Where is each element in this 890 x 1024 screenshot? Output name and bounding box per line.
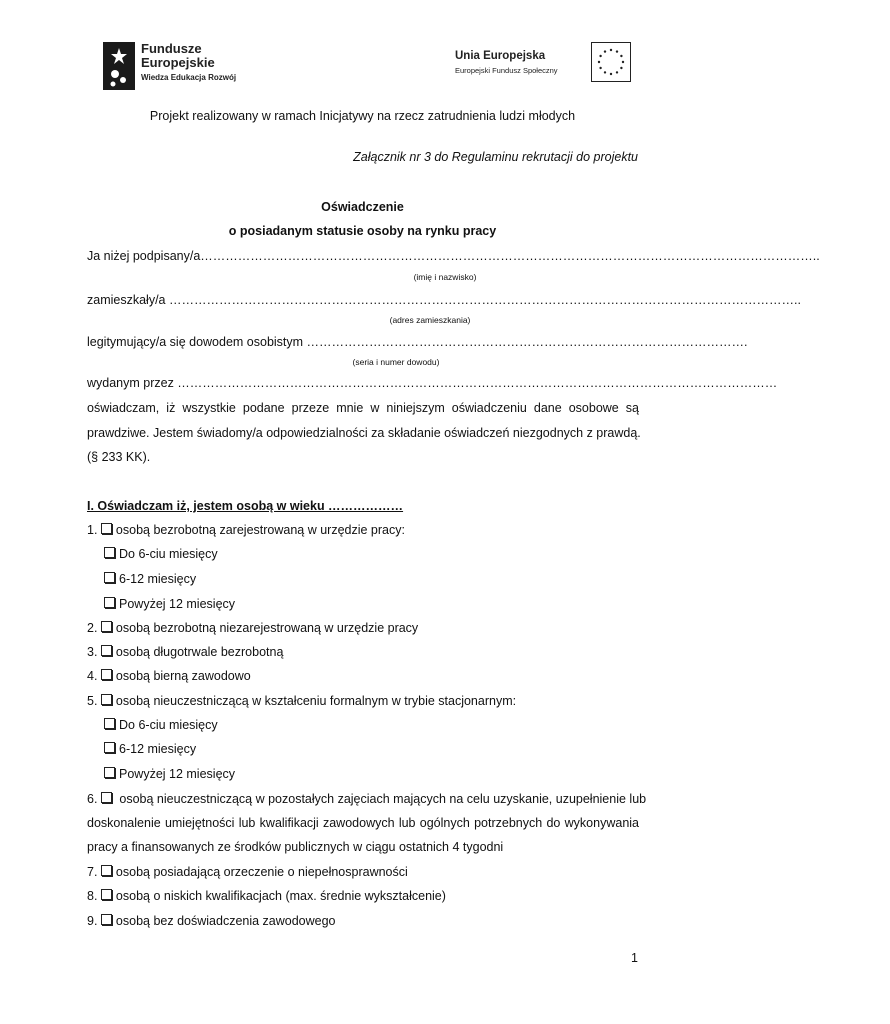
fe-logo-line2: Europejskie (141, 55, 215, 70)
list-item-6 (87, 791, 647, 807)
list-item-4 (87, 668, 251, 684)
item-6-line-3: pracy a finansowanych ze środków publicznych w ciągu ostatnich 4 tygodni (87, 840, 504, 854)
eu-logo (455, 42, 631, 84)
list-item-3 (87, 644, 283, 660)
eu-logo-line2: Europejski Fundusz Społeczny (455, 66, 558, 75)
issued-by-field[interactable]: wydanym przez ……………………………………………………………………………………………………………………………… (87, 376, 778, 390)
item-8-number: 8. (87, 889, 98, 903)
fe-star-icon (103, 42, 135, 90)
id-hint: (seria i numer dowodu) (352, 357, 440, 367)
checkbox-item-4[interactable] (101, 669, 112, 680)
item-2-number: 2. (87, 621, 98, 635)
annex-label: Załącznik nr 3 do Regulaminu rekrutacji do projektu (353, 150, 638, 164)
checkbox-item-6[interactable] (101, 792, 112, 803)
checkbox-item-1[interactable] (101, 523, 112, 534)
item-3-text: osobą długotrwale bezrobotną (115, 645, 284, 659)
item-1a-text: Do 6-ciu miesięcy (119, 547, 218, 561)
item-5-number: 5. (87, 694, 98, 708)
checkbox-item-5c[interactable] (104, 767, 115, 778)
declaration-line-2: prawdziwe. Jestem świadomy/a odpowiedzialności za składanie oświadczeń niezgodnych z prawdą. (87, 426, 641, 440)
name-field[interactable]: Ja niżej podpisany/a………………………………………………………………………………………………………………………………….. (87, 249, 820, 263)
list-item-1c (104, 596, 235, 612)
list-item-8 (87, 888, 446, 904)
checkbox-item-5a[interactable] (104, 718, 115, 729)
list-item-5a (104, 717, 218, 733)
checkbox-item-7[interactable] (101, 865, 112, 876)
address-field[interactable]: zamieszkały/a …………………………………………………………………………………………………………………………………….. (87, 293, 801, 307)
address-hint: (adres zamieszkania) (389, 315, 471, 325)
declaration-line-3: (§ 233 KK). (87, 450, 151, 464)
item-5c-text: Powyżej 12 miesięcy (119, 767, 236, 781)
list-item-5b (104, 741, 196, 757)
item-1-text: osobą bezrobotną zarejestrowaną w urzędzie pracy: (115, 523, 405, 537)
checkbox-item-3[interactable] (101, 645, 112, 656)
checkbox-item-8[interactable] (101, 889, 112, 900)
item-4-number: 4. (87, 669, 98, 683)
item-9-number: 9. (87, 914, 98, 928)
fe-logo-line3: Wiedza Edukacja Rozwój (141, 73, 237, 82)
checkbox-item-1b[interactable] (104, 572, 115, 583)
document-title: Oświadczenie (321, 200, 404, 214)
id-field[interactable]: legitymujący/a się dowodem osobistym ……………………………………………………………………………………………. (87, 335, 748, 349)
item-2-text: osobą bezrobotną niezarejestrowaną w urzędzie pracy (115, 621, 419, 635)
item-3-number: 3. (87, 645, 98, 659)
page-number: 1 (631, 951, 638, 965)
list-item-1a (104, 546, 218, 562)
list-item-7 (87, 864, 408, 880)
item-5a-text: Do 6-ciu miesięcy (119, 718, 218, 732)
item-5b-text: 6-12 miesięcy (119, 742, 197, 756)
item-8-text: osobą o niskich kwalifikacjach (max. średnie wykształcenie) (115, 889, 446, 903)
item-5-text: osobą nieuczestniczącą w kształceniu formalnym w trybie stacjonarnym: (115, 694, 517, 708)
list-item-5c (104, 766, 235, 782)
item-1b-text: 6-12 miesięcy (119, 572, 197, 586)
checkbox-item-9[interactable] (101, 914, 112, 925)
list-item-2 (87, 620, 418, 636)
checkbox-item-5b[interactable] (104, 742, 115, 753)
item-7-text: osobą posiadającą orzeczenie o niepełnosprawności (115, 865, 408, 879)
declaration-line-1: oświadczam, iż wszystkie podane przeze mnie w niniejszym oświadczeniu dane osobowe są (87, 401, 639, 415)
item-1c-text: Powyżej 12 miesięcy (119, 597, 236, 611)
list-item-1b (104, 571, 196, 587)
list-item-5 (87, 693, 516, 709)
fe-logo-line1: Fundusze (141, 41, 202, 56)
item-1-number: 1. (87, 523, 98, 537)
item-4-text: osobą bierną zawodowo (115, 669, 251, 683)
name-hint: (imię i nazwisko) (413, 272, 477, 282)
item-6-line-1: osobą nieuczestniczącą w pozostałych zajęciach mających na celu uzyskanie, uzupełnienie lub (119, 792, 647, 806)
list-item-9 (87, 913, 336, 929)
checkbox-item-1c[interactable] (104, 597, 115, 608)
section-1-heading: I. Oświadczam iż, jestem osobą w wieku ……………… (87, 499, 404, 513)
list-item-1 (87, 522, 405, 538)
item-6-number: 6. (87, 792, 98, 806)
checkbox-item-2[interactable] (101, 621, 112, 632)
item-6-line-2: doskonalenie umiejętności lub kwalifikacji zawodowych lub ogólnych potrzebnych do wykonywania (87, 816, 639, 830)
checkbox-item-5[interactable] (101, 694, 112, 705)
item-7-number: 7. (87, 865, 98, 879)
eu-flag-icon (591, 42, 631, 82)
document-subtitle: o posiadanym statusie osoby na rynku pracy (228, 224, 497, 238)
item-9-text: osobą bez doświadczenia zawodowego (115, 914, 336, 928)
project-line: Projekt realizowany w ramach Inicjatywy na rzecz zatrudnienia ludzi młodych (149, 109, 576, 123)
checkbox-item-1a[interactable] (104, 547, 115, 558)
eu-logo-line1: Unia Europejska (455, 50, 546, 62)
fe-logo (103, 42, 263, 92)
